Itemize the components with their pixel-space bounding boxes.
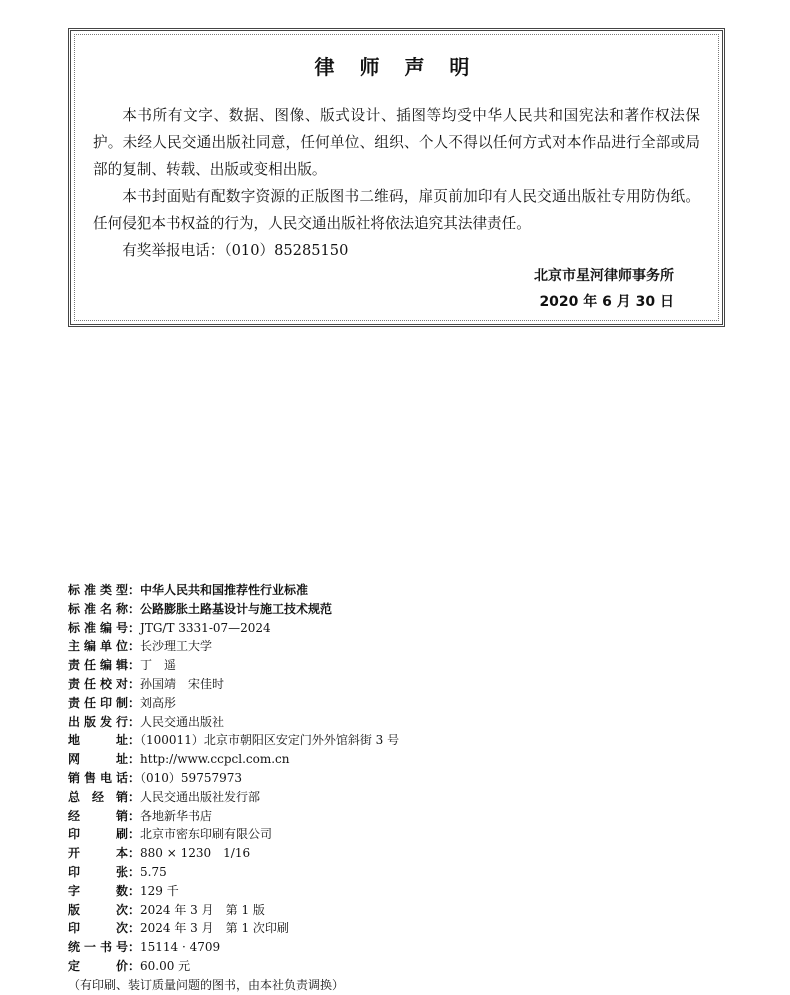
colophon-row: 标准编号：JTG/T 3331-07—2024 (68, 619, 399, 638)
colophon-row: 网址：http://www.ccpcl.com.cn (68, 750, 399, 769)
colophon-row: 字数：129 千 (68, 882, 399, 901)
row-label: 出版发行 (68, 714, 128, 729)
row-value: 15114 · 4709 (140, 940, 221, 955)
row-label: 总经销 (68, 789, 128, 804)
signature-date: 2020 年 6 月 30 日 (539, 294, 674, 310)
row-value: 孙国靖 宋佳时 (140, 676, 225, 691)
row-label: 责任校对 (68, 676, 128, 691)
row-value: 公路膨胀土路基设计与施工技术规范 (140, 601, 333, 616)
colophon-row: 总经销：人民交通出版社发行部 (68, 788, 399, 807)
row-value: 5.75 (140, 864, 167, 879)
colophon-row: 标准类型：中华人民共和国推荐性行业标准 (68, 581, 399, 600)
colophon-row: 经销：各地新华书店 (68, 807, 399, 826)
notice-body (93, 102, 700, 264)
row-value: （100011）北京市朝阳区安定门外外馆斜街 3 号 (140, 733, 400, 748)
row-label: 主编单位 (68, 639, 128, 654)
row-label: 网址 (68, 752, 128, 767)
row-value: http://www.ccpcl.com.cn (140, 752, 290, 767)
colophon-row: 印次：2024 年 3 月 第 1 次印刷 (68, 919, 399, 938)
colophon-row: 责任校对：孙国靖 宋佳时 (68, 675, 399, 694)
colophon-row: 印刷：北京市密东印刷有限公司 (68, 825, 399, 844)
colophon-row: 定价：60.00 元 (68, 957, 399, 976)
row-value: 丁 遥 (140, 658, 177, 673)
signature-org: 北京市星河律师事务所 (534, 268, 674, 284)
colophon-row: 标准名称：公路膨胀土路基设计与施工技术规范 (68, 600, 399, 619)
row-value: 人民交通出版社 (140, 714, 225, 729)
row-value: JTG/T 3331-07—2024 (140, 620, 271, 635)
row-value: 60.00 元 (140, 958, 191, 973)
colophon-row: 销售电话：（010）59757973 (68, 769, 399, 788)
row-value: 刘高彤 (140, 695, 177, 710)
colophon (68, 581, 399, 995)
row-label: 标准类型 (68, 583, 128, 597)
row-label: 版次 (68, 902, 128, 917)
quality-note: （有印刷、装订质量问题的图书，由本社负责调换） (68, 977, 345, 992)
row-value: （010）59757973 (140, 770, 242, 785)
row-label: 标准名称 (68, 601, 128, 616)
row-label: 经销 (68, 808, 128, 823)
row-label: 地址 (68, 733, 128, 748)
row-label: 责任印制 (68, 695, 128, 710)
row-value: 人民交通出版社发行部 (140, 789, 261, 804)
row-value: 各地新华书店 (140, 808, 213, 823)
notice-title: 律 师 声 明 (314, 55, 479, 79)
row-value: 2024 年 3 月 第 1 次印刷 (140, 921, 289, 936)
row-label: 印刷 (68, 827, 128, 842)
row-value: 2024 年 3 月 第 1 版 (140, 902, 265, 917)
colophon-row: 地址：（100011）北京市朝阳区安定门外外馆斜街 3 号 (68, 731, 399, 750)
row-value: 880 × 1230 1/16 (140, 846, 251, 861)
row-label: 统一书号 (68, 940, 128, 955)
colophon-row: 责任印制：刘高彤 (68, 694, 399, 713)
row-value: 北京市密东印刷有限公司 (140, 827, 273, 842)
row-value: 长沙理工大学 (140, 639, 213, 654)
row-label: 印张 (68, 864, 128, 879)
notice-paragraph: 本书所有文字、数据、图像、版式设计、插图等均受中华人民共和国宪法和著作权法保护。未经人民交通出版社同意，任何单位、组织、个人不得以任何方式对本作品进行全部或局部的复制、转载、出版或变相出版。 (93, 107, 700, 178)
row-value: 中华人民共和国推荐性行业标准 (140, 583, 309, 597)
colophon-row: 开本：880 × 1230 1/16 (68, 844, 399, 863)
row-label: 责任编辑 (68, 658, 128, 673)
row-label: 字数 (68, 883, 128, 898)
colophon-row: 版次：2024 年 3 月 第 1 版 (68, 901, 399, 920)
row-label: 开本 (68, 846, 128, 861)
row-value: 129 千 (140, 883, 179, 898)
colophon-row: 印张：5.75 (68, 863, 399, 882)
row-label: 印次 (68, 921, 128, 936)
lawyer-notice-box (68, 28, 725, 327)
colophon-row: 责任编辑：丁 遥 (68, 656, 399, 675)
colophon-row: 出版发行：人民交通出版社 (68, 713, 399, 732)
row-label: 定价 (68, 958, 128, 973)
colophon-row: 主编单位：长沙理工大学 (68, 637, 399, 656)
row-label: 销售电话 (68, 770, 128, 785)
notice-hotline: 有奖举报电话：（010）85285150 (122, 242, 349, 259)
colophon-row: 统一书号：15114 · 4709 (68, 938, 399, 957)
row-label: 标准编号 (68, 620, 128, 635)
notice-paragraph: 本书封面贴有配数字资源的正版图书二维码，扉页前加印有人民交通出版社专用防伪纸。任何侵犯本书权益的行为，人民交通出版社将依法追究其法律责任。 (93, 188, 700, 232)
